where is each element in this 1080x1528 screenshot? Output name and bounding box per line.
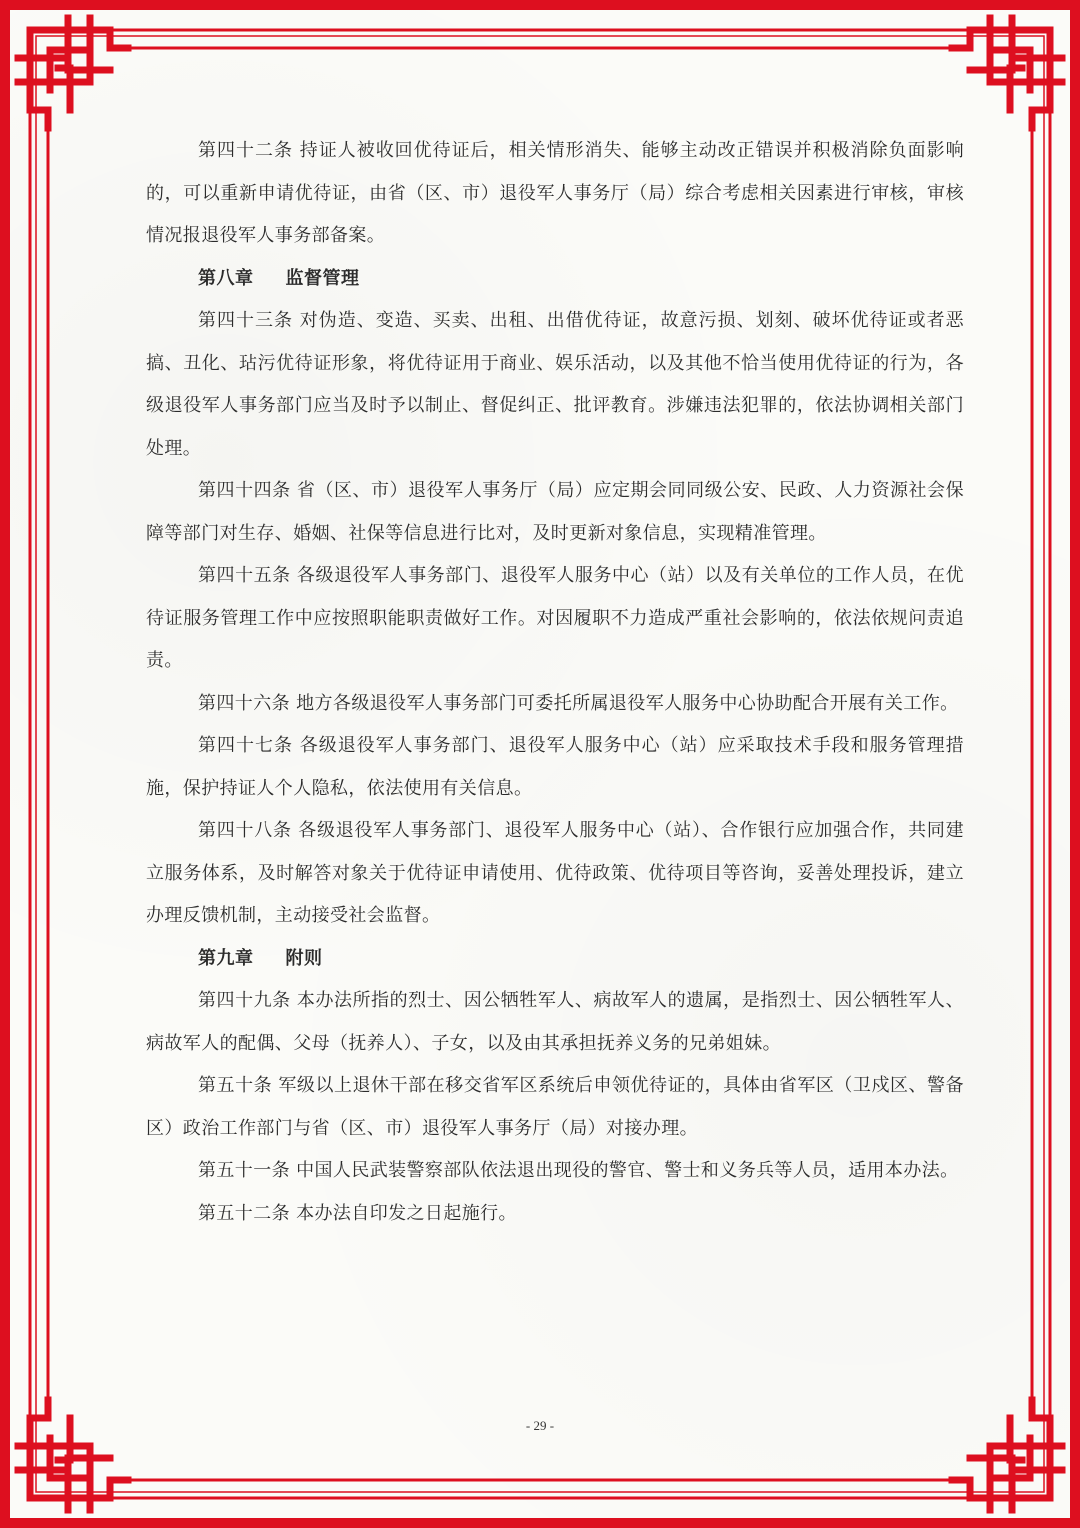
corner-ornament-top-left	[18, 18, 128, 128]
page-number: - 29 -	[525, 1418, 555, 1433]
chapter-heading	[146, 258, 964, 301]
article-paragraph: 第五十条 军级以上退休干部在移交省军区系统后申领优待证的，具体由省军区（卫戍区、警备区）政治工作部门与省（区、市）退役军人事务厅（局）对接办理。	[146, 1075, 964, 1139]
article-paragraph: 第四十六条 地方各级退役军人事务部门可委托所属退役军人服务中心协助配合开展有关工作。	[198, 692, 959, 714]
article-paragraph: 第五十二条 本办法自印发之日起施行。	[198, 1202, 517, 1224]
chapter-number: 第九章	[198, 947, 254, 969]
chapter-heading	[146, 938, 964, 981]
article-paragraph: 第四十九条 本办法所指的烈士、因公牺牲军人、病故军人的遗属，是指烈士、因公牺牲军人、病故军人的配偶、父母（抚养人）、子女，以及由其承担抚养义务的兄弟姐妹。	[146, 990, 964, 1054]
document-body	[146, 130, 964, 1235]
chapter-title: 监督管理	[285, 267, 360, 289]
corner-ornament-bottom-right	[952, 1400, 1062, 1510]
corner-ornament-bottom-left	[18, 1400, 128, 1510]
article-paragraph: 第四十八条 各级退役军人事务部门、退役军人服务中心（站）、合作银行应加强合作，共同建立服务体系，及时解答对象关于优待证申请使用、优待政策、优待项目等咨询，妥善处理投诉，建立办理反馈机制，主动接受社会监督。	[146, 820, 964, 926]
corner-ornament-top-right	[952, 18, 1062, 128]
chapter-title: 附则	[285, 947, 323, 969]
article-paragraph: 第四十四条 省（区、市）退役军人事务厅（局）应定期会同同级公安、民政、人力资源社会保障等部门对生存、婚姻、社保等信息进行比对，及时更新对象信息，实现精准管理。	[146, 480, 964, 544]
article-paragraph: 第四十三条 对伪造、变造、买卖、出租、出借优待证，故意污损、划刻、破坏优待证或者恶搞、丑化、玷污优待证形象，将优待证用于商业、娱乐活动，以及其他不恰当使用优待证的行为，各级退役军人事务部门应当及时予以制止、督促纠正、批评教育。涉嫌违法犯罪的，依法协调相关部门处理。	[146, 310, 964, 459]
article-paragraph: 第五十一条 中国人民武装警察部队依法退出现役的警官、警士和义务兵等人员，适用本办法。	[198, 1160, 959, 1181]
chapter-number: 第八章	[198, 267, 254, 289]
article-paragraph: 第四十七条 各级退役军人事务部门、退役军人服务中心（站）应采取技术手段和服务管理措施，保护持证人个人隐私，依法使用有关信息。	[146, 735, 964, 799]
article-paragraph: 第四十二条 持证人被收回优待证后，相关情形消失、能够主动改正错误并积极消除负面影响的，可以重新申请优待证，由省（区、市）退役军人事务厅（局）综合考虑相关因素进行审核，审核情况报退役军人事务部备案。	[146, 140, 964, 246]
article-paragraph: 第四十五条 各级退役军人事务部门、退役军人服务中心（站）以及有关单位的工作人员，在优待证服务管理工作中应按照职能职责做好工作。对因履职不力造成严重社会影响的，依法依规问责追责。	[146, 565, 964, 671]
